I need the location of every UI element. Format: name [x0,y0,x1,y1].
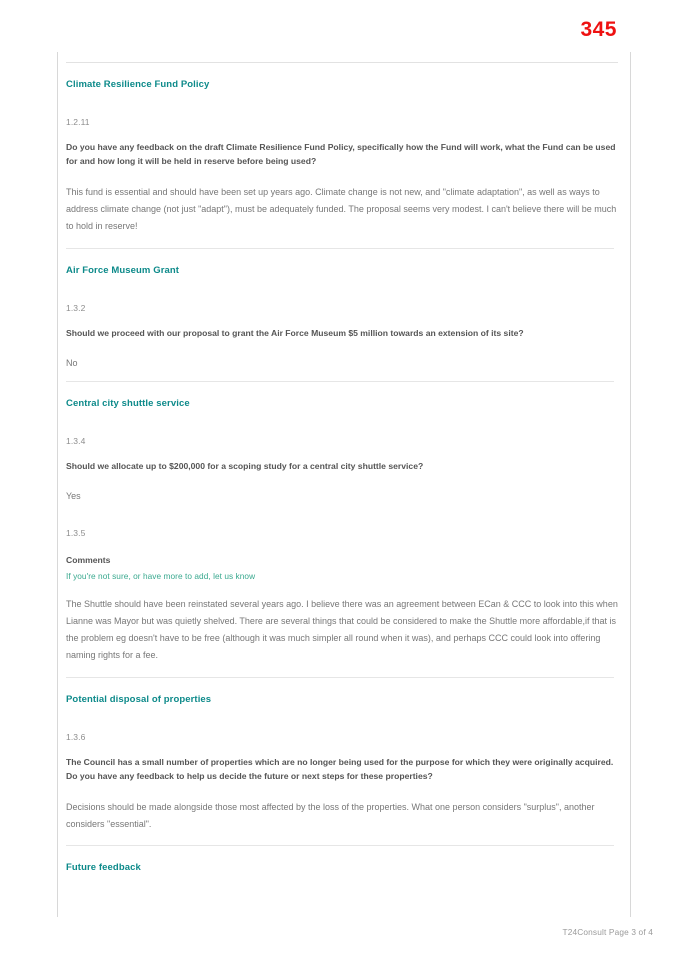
section-climate-resilience-fund-policy [62,79,626,249]
section-heading: Air Force Museum Grant [66,264,180,276]
question-text: Should we allocate up to $200,000 for a scoping study for a central city shuttle service? [66,461,424,472]
answer-text: No [66,357,78,368]
question-number: 1.2.11 [66,117,90,127]
section-divider [66,248,614,249]
section-future-feedback [62,862,626,899]
question-text: Should we proceed with our proposal to grant the Air Force Museum $5 million towards an extension of its site? [66,327,524,338]
section-heading: Future feedback [66,862,141,874]
question-number: 1.3.4 [66,436,86,447]
question-number: 1.3.5 [66,527,86,538]
answer-text: Decisions should be made alongside those most affected by the loss of the properties. What one person considers "surplus", another considers "essential". [66,801,595,829]
section-heading: Potential disposal of properties [66,693,212,705]
question-number: 1.3.2 [66,302,86,313]
question-number: 1.3.6 [66,731,86,742]
answer-text: The Shuttle should have been reinstated several years ago. I believe there was an agreement between ECan & CCC to look into this when Lianne was Mayor but was quietly shelved. There are several things that could be considered to make the Shuttle more affordable,if that is the problem eg doesn't have to be free (although it was much simpler all round when it was), and perhaps CCC could look into offering naming rights for a fee. [66,598,618,661]
page-stamp-number: 345 [580,18,617,41]
section-divider [66,845,614,846]
comments-hint-text: If you're not sure, or have more to add, let us know [66,570,256,581]
section-central-city-shuttle-service [62,398,626,503]
section-shuttle-comments [62,528,626,678]
section-air-force-museum-grant [62,265,626,383]
question-text: The Council has a small number of properties which are no longer being used for the purpose for which they were originally acquired. Do you have any feedback to help us decide the future or next steps for these properties? [66,756,614,781]
question-text: Do you have any feedback on the draft Climate Resilience Fund Policy, specifically how the Fund will work, what the Fund can be used for and how long it will be held in reserve before being used? [66,142,616,166]
section-potential-disposal-of-properties [62,694,626,846]
comments-label: Comments [66,554,111,565]
answer-text: Yes [66,491,81,502]
page-footer: T24Consult Page 3 of 4 [562,927,653,937]
answer-text: This fund is essential and should have been set up years ago. Climate change is not new, and "climate adaptation", as well as ways to address climate change (not just "adapt"), must be adequately funded. The proposal seems very modest. I can't believe there will be much to hold in reserve! [66,186,617,232]
section-heading: Central city shuttle service [66,398,190,410]
section-heading: Climate Resilience Fund Policy [66,79,210,90]
bottom-spacer [66,873,622,899]
section-divider [66,677,614,678]
section-divider [66,381,614,382]
top-divider [66,62,618,63]
content-frame [57,52,631,917]
